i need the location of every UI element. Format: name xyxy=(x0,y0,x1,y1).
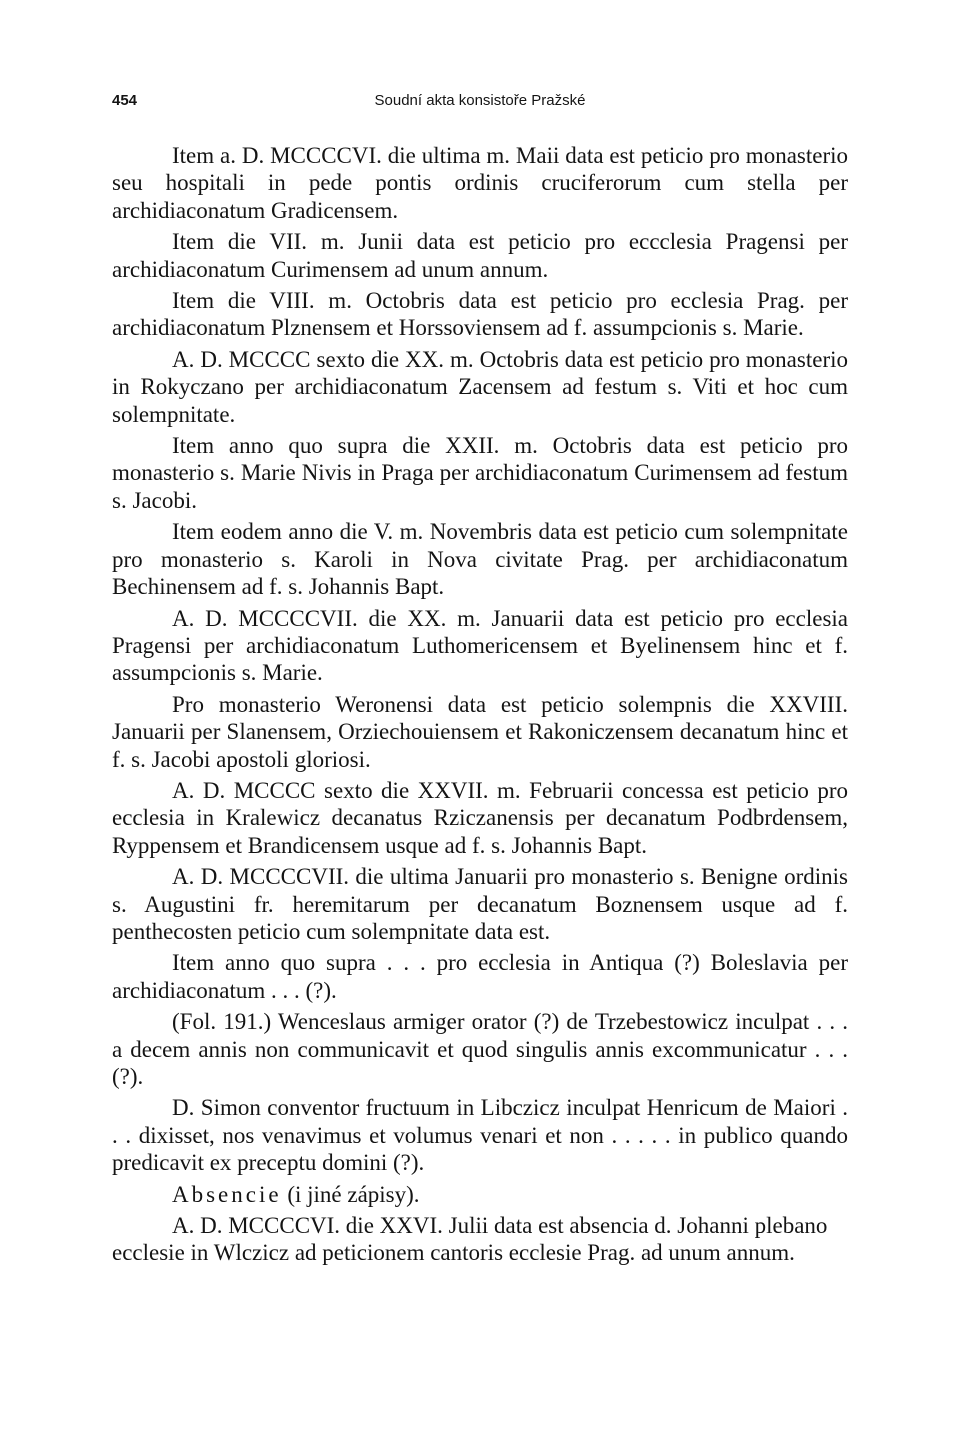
paragraph: Item anno quo supra . . . pro ecclesia in Antiqua (?) Boleslavia per archidiaconatum . . . (?). xyxy=(112,950,848,1003)
paragraph: (Fol. 191.) Wenceslaus armiger orator (?) de Trzebestowicz inculpat . . . a decem annis non communicavit et quod singulis annis excommunicatur . . . (?). xyxy=(112,1009,848,1089)
paragraph: A. D. MCCCC sexto die XX. m. Octobris data est peticio pro monasterio in Rokyczano per archidiaconatum Zacensem ad festum s. Viti et hoc cum solempnitate. xyxy=(112,346,848,427)
paragraph: Item a. D. MCCCCVI. die ultima m. Maii data est peticio pro monasterio seu hospitali in pede pontis ordinis cruciferorum cum stella per archidiaconatum Gradicensem. xyxy=(112,143,848,223)
paragraph: D. Simon conventor fructuum in Libczicz inculpat Henricum de Maiori . . . dixisset, nos venavimus et volumus venari et non . . . . . in publico quando predicavit ex preceptu domini (?). xyxy=(112,1095,848,1176)
paragraph: A. D. MCCCCVII. die XX. m. Januarii data est peticio pro ecclesia Pragensi per archidiaconatum Luthomericensem et Byelinensem hinc et f. assumpcionis s. Marie. xyxy=(112,605,848,686)
text-body xyxy=(112,142,848,1271)
running-head xyxy=(112,92,848,116)
paragraph: Pro monasterio Weronensi data est peticio solempnis die XXVIII. Januarii per Slanensem, Orziechouiensem et Rakoniczensem decanatum hinc et f. s. Jacobi apostoli gloriosi. xyxy=(112,691,848,772)
running-title: Soudní akta konsistoře Pražské xyxy=(374,92,586,109)
paragraph: Item die VIII. m. Octobris data est peticio pro ecclesia Prag. per archidiaconatum Plznensem et Horssoviensem ad f. assumpcionis s. Marie. xyxy=(112,288,848,341)
section-heading-paragraph xyxy=(112,1181,848,1208)
paragraph: A. D. MCCCC sexto die XXVII. m. Februarii concessa est peticio pro ecclesia in Kralewicz decanatus Rziczanensis per decanatum Podbrdensem, Ryppensem et Brandicensem usque ad f. s. Johannis Bapt. xyxy=(112,777,848,858)
paragraph: Item eodem anno die V. m. Novembris data est peticio cum solempnitate pro monasterio s. Karoli in Nova civitate Prag. per archidiaconatum Bechinensem ad f. s. Johannis Bapt. xyxy=(112,519,848,600)
paragraph: Item die VII. m. Junii data est peticio pro eccclesia Pragensi per archidiaconatum Curimensem ad unum annum. xyxy=(112,229,848,282)
paragraph: A. D. MCCCCVI. die XXVI. Julii data est absencia d. Johanni plebano ecclesie in Wlczicz ad peticionem cantoris ecclesie Prag. ad unum annum. xyxy=(112,1213,828,1266)
section-heading: Absencie xyxy=(172,1181,282,1207)
page-number: 454 xyxy=(112,92,138,109)
paragraph: Item anno quo supra die XXII. m. Octobris data est peticio pro monasterio s. Marie Nivis in Praga per archidiaconatum Curimensem ad festum s. Jacobi. xyxy=(112,433,848,513)
paragraph: A. D. MCCCCVII. die ultima Januarii pro monasterio s. Benigne ordinis s. Augustini fr. heremitarum per decanatum Boznensem usque ad f. penthecosten peticio cum solempnitate data est. xyxy=(112,864,848,944)
section-heading-note: (i jiné zápisy). xyxy=(287,1181,420,1207)
